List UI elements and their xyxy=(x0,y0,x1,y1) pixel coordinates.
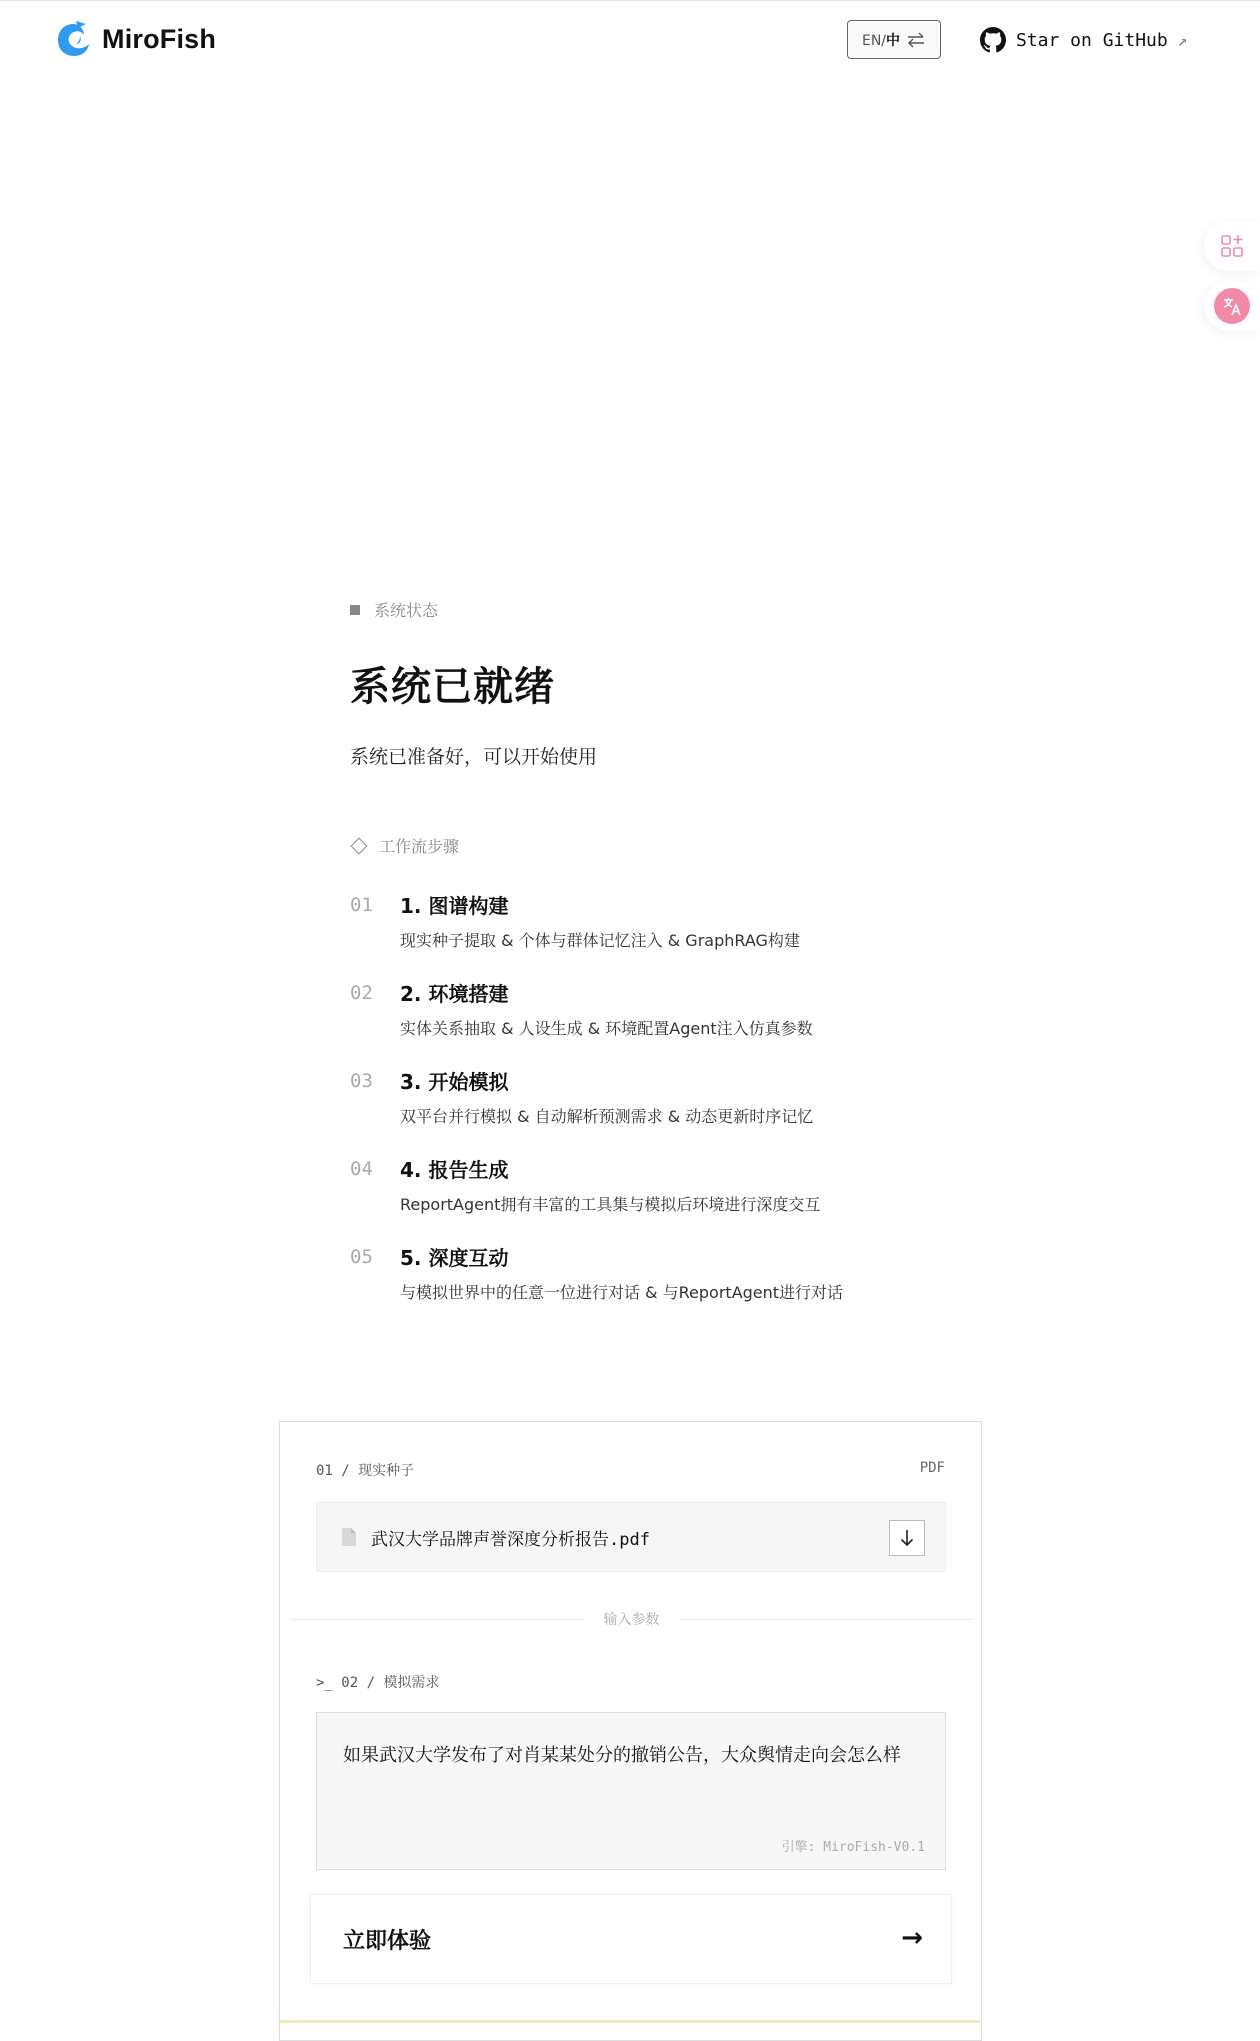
arrow-right-icon: → xyxy=(901,1923,923,1953)
apps-float-button[interactable] xyxy=(1204,221,1260,271)
lang-en-label: EN/ xyxy=(861,32,887,49)
system-status-section xyxy=(350,598,970,769)
header xyxy=(0,0,1260,80)
step-description: 实体关系抽取 & 人设生成 & 环境配置Agent注入仿真参数 xyxy=(400,1019,813,1038)
step-description: 与模拟世界中的任意一位进行对话 & 与ReportAgent进行对话 xyxy=(400,1283,844,1302)
workflow-tag-label: 工作流步骤 xyxy=(379,837,460,856)
seed-format-label: PDF xyxy=(919,1460,945,1476)
diamond-bullet-icon xyxy=(351,837,368,854)
cta-label: 立即体验 xyxy=(343,1928,432,1954)
step-title: 3. 开始模拟 xyxy=(400,1070,509,1094)
workflow-steps-list xyxy=(350,890,970,1330)
divider-label: 输入参数 xyxy=(584,1612,680,1628)
file-icon xyxy=(341,1527,357,1547)
step-description: 双平台并行模拟 & 自动解析预测需求 & 动态更新时序记忆 xyxy=(400,1107,814,1126)
workflow-step xyxy=(350,1066,970,1154)
simulation-input-panel xyxy=(279,1421,982,2041)
fish-logo-icon xyxy=(56,20,90,58)
step-number: 01 xyxy=(350,894,373,916)
seed-section-label: 现实种子 xyxy=(358,1463,415,1479)
divider-label-wrap xyxy=(280,1609,983,1629)
step-number: 05 xyxy=(350,1246,373,1268)
external-link-icon: ↗ xyxy=(1177,30,1188,50)
status-subtitle: 系统已准备好，可以开始使用 xyxy=(350,746,598,768)
bottom-strip xyxy=(280,2020,980,2023)
step-title: 2. 环境搭建 xyxy=(400,982,509,1006)
requirement-textarea[interactable] xyxy=(316,1712,946,1870)
language-toggle-button[interactable] xyxy=(847,20,941,59)
engine-label: 引擎: MiroFish-V0.1 xyxy=(781,1840,925,1855)
requirement-section-header xyxy=(316,1672,439,1692)
uploaded-file-item[interactable] xyxy=(316,1502,946,1572)
download-button[interactable] xyxy=(889,1520,925,1556)
workflow-step xyxy=(350,890,970,978)
step-title: 4. 报告生成 xyxy=(400,1158,509,1182)
github-label: Star on GitHub xyxy=(1016,29,1168,51)
step-description: 现实种子提取 & 个体与群体记忆注入 & GraphRAG构建 xyxy=(400,931,800,950)
status-tag xyxy=(350,598,970,621)
status-tag-label: 系统状态 xyxy=(374,601,439,620)
step-title: 5. 深度互动 xyxy=(400,1246,509,1270)
workflow-tag xyxy=(350,834,459,857)
github-icon xyxy=(980,27,1006,53)
github-star-link[interactable] xyxy=(980,25,1187,55)
requirement-section-label: 模拟需求 xyxy=(383,1675,440,1691)
requirement-section-number: >_ 02 / xyxy=(316,1675,384,1691)
step-title: 1. 图谱构建 xyxy=(400,894,509,918)
start-experience-button[interactable] xyxy=(310,1894,952,1984)
square-bullet-icon xyxy=(350,605,360,615)
brand-logo[interactable] xyxy=(56,20,216,58)
workflow-step xyxy=(350,1242,970,1330)
step-number: 02 xyxy=(350,982,373,1004)
lang-zh-label: 中 xyxy=(886,32,901,49)
requirement-value: 如果武汉大学发布了对肖某某处分的撤销公告，大众舆情走向会怎么样 xyxy=(343,1745,901,1766)
status-title: 系统已就绪 xyxy=(350,664,555,710)
brand-name: MiroFish xyxy=(102,23,217,54)
apps-grid-icon xyxy=(1219,233,1245,259)
step-number: 04 xyxy=(350,1158,373,1180)
workflow-step xyxy=(350,978,970,1066)
step-description: ReportAgent拥有丰富的工具集与模拟后环境进行深度交互 xyxy=(400,1195,821,1214)
step-number: 03 xyxy=(350,1070,373,1092)
seed-section-header xyxy=(316,1460,414,1480)
seed-section-number: 01 / xyxy=(316,1463,359,1479)
workflow-step xyxy=(350,1154,970,1242)
translate-float-button[interactable] xyxy=(1204,281,1260,331)
swap-arrows-icon xyxy=(906,32,926,48)
translate-icon xyxy=(1214,288,1250,324)
download-icon xyxy=(900,1529,914,1547)
file-name: 武汉大学品牌声誉深度分析报告.pdf xyxy=(371,1529,650,1550)
